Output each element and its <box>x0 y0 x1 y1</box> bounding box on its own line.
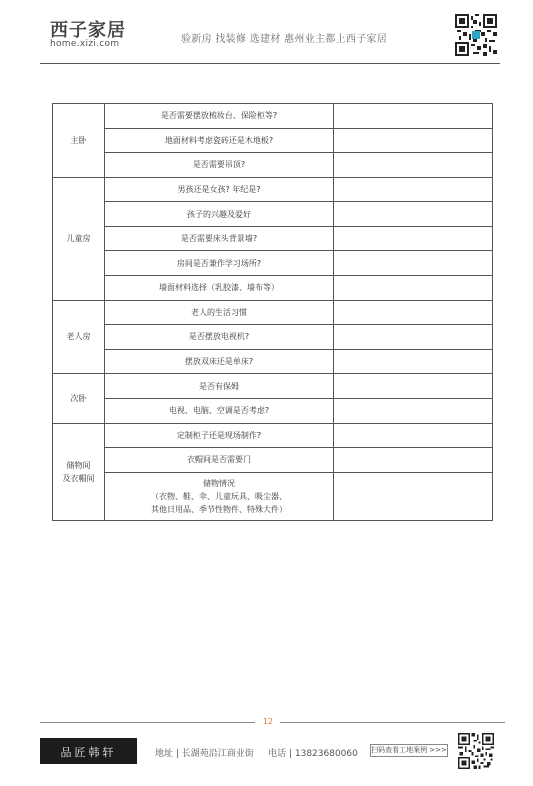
footer-address: 地址 | 长湖苑沿江商业街 <box>155 749 254 759</box>
table-row <box>53 398 493 423</box>
answer-cell[interactable] <box>334 374 493 399</box>
qr-code-icon <box>455 14 497 56</box>
question-cell: 衣帽间是否需要门 <box>105 448 334 473</box>
answer-cell[interactable] <box>334 448 493 473</box>
question-cell: 是否需要吊顶? <box>105 153 334 178</box>
footer-contact <box>155 746 358 759</box>
room-cell: 儿童房 <box>53 177 105 300</box>
room-cell: 老人房 <box>53 300 105 374</box>
question-cell: 是否有保姆 <box>105 374 334 399</box>
question-cell: 电视、电脑、空调是否考虑? <box>105 398 334 423</box>
footer-phone: 电话 | 13823680060 <box>268 749 358 759</box>
table-row <box>53 448 493 473</box>
footer-logo-text: 品匠韩轩 <box>60 746 117 759</box>
table-row <box>53 177 493 202</box>
question-cell: 定制柜子还是现场制作? <box>105 423 334 448</box>
header-divider <box>40 63 500 64</box>
table-row <box>53 202 493 227</box>
footer-divider <box>280 722 505 723</box>
table-row <box>53 153 493 178</box>
answer-cell[interactable] <box>334 472 493 520</box>
table-row <box>53 325 493 350</box>
table-row <box>53 374 493 399</box>
room-cell: 储物间 及衣帽间 <box>53 423 105 520</box>
table-row <box>53 472 493 520</box>
table-row <box>53 300 493 325</box>
answer-cell[interactable] <box>334 276 493 301</box>
table-row <box>53 128 493 153</box>
answer-cell[interactable] <box>334 202 493 227</box>
page-header <box>0 0 533 66</box>
room-survey-table <box>52 103 493 521</box>
table-row <box>53 226 493 251</box>
scan-site-cases-button[interactable]: 扫码查看工地案例 >>> <box>370 744 448 757</box>
answer-cell[interactable] <box>334 423 493 448</box>
table-row <box>53 251 493 276</box>
footer-spacer <box>257 749 266 759</box>
room-cell: 次卧 <box>53 374 105 423</box>
question-cell: 男孩还是女孩? 年纪是? <box>105 177 334 202</box>
question-cell: 储物情况 （衣物、鞋、伞、儿童玩具、吸尘器、 其他日用品、季节性物件、特殊大件） <box>105 472 334 520</box>
question-cell: 墙面材料选择（乳胶漆、墙布等） <box>105 276 334 301</box>
header-slogan: 验新房 找装修 选建材 惠州业主都上西子家居 <box>181 34 388 45</box>
footer-brand-logo <box>40 738 137 764</box>
question-cell: 老人的生活习惯 <box>105 300 334 325</box>
question-cell: 摆放双床还是单床? <box>105 349 334 374</box>
brand-logo: 西子家居 <box>50 20 126 41</box>
answer-cell[interactable] <box>334 349 493 374</box>
question-cell: 房间是否兼作学习场所? <box>105 251 334 276</box>
answer-cell[interactable] <box>334 325 493 350</box>
answer-cell[interactable] <box>334 153 493 178</box>
brand-url: home.xizi.com <box>50 39 120 49</box>
answer-cell[interactable] <box>334 251 493 276</box>
answer-cell[interactable] <box>334 104 493 129</box>
question-cell: 是否需要床头背景墙? <box>105 226 334 251</box>
question-cell: 孩子的兴趣及爱好 <box>105 202 334 227</box>
table-row <box>53 104 493 129</box>
table-row <box>53 349 493 374</box>
answer-cell[interactable] <box>334 226 493 251</box>
table-row <box>53 423 493 448</box>
table-row <box>53 276 493 301</box>
question-cell: 是否需要摆放梳妆台、保险柜等? <box>105 104 334 129</box>
page-number: 12 <box>262 717 274 726</box>
qr-code-icon[interactable] <box>458 733 494 769</box>
answer-cell[interactable] <box>334 177 493 202</box>
answer-cell[interactable] <box>334 300 493 325</box>
question-cell: 地面材料考虑瓷砖还是木地板? <box>105 128 334 153</box>
room-cell: 主卧 <box>53 104 105 178</box>
footer-divider <box>40 722 255 723</box>
answer-cell[interactable] <box>334 398 493 423</box>
question-cell: 是否摆放电视机? <box>105 325 334 350</box>
answer-cell[interactable] <box>334 128 493 153</box>
